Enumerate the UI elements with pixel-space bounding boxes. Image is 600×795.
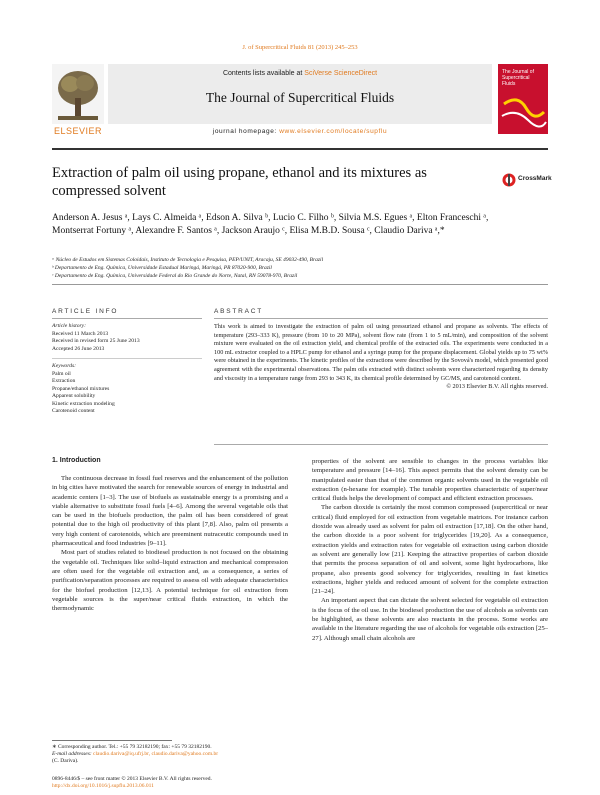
author-list: Anderson A. Jesus ᵃ, Lays C. Almeida ᵃ, Edson A. Silva ᵇ, Lucio C. Filho ᵇ, Silvia M.S. Egues ᵃ, Elton Franceschi ᵃ, Montserrat Fortuny ᵃ, Alexandre F. Santos ᵃ, Jackson Araujo ᶜ, Elisa M.B.D. Sousa ᶜ, Claudio Dariva ᵃ,* (52, 213, 489, 236)
keywords-rule (52, 358, 202, 359)
elsevier-wordmark: ELSEVIER (54, 126, 103, 136)
affiliation-c: ᶜ Departamento de Eng. Química, Universidade Federal do Rio Grande do Norte, Natal, RN 59078-970, Brazil (52, 273, 298, 279)
abstract-text: This work is aimed to investigate the extraction of palm oil using pressurized ethanol and propane as solvents. The effects of temperature (293–333 K), pressure (from 10 to 20 MPa), solvent flow rate (from 1 to 5 mL/min), and composition of the solvent mixture were evaluated on the oil extraction yield, and chemical profile of the extracted oils. The experiments were conducted in a 100 mL extractor coupled to a HPLC pump for ethanol and a syringe pump for the propane displacement. Global yields up to 75 wt% were obtained in the experiments. The kinetic profiles of the extractions were described by the Sovová's model, which presented good agreement with the experimental observations. The palm oils extracted with distinct solvents were characterized regarding its density and viscosity in a temperature range from 293 to 343 K, its chemical profile determined by GC/MS, and carotenoid content. (214, 323, 548, 382)
journal-homepage: journal homepage: www.elsevier.com/locate/supflu (212, 128, 388, 135)
history-label: Article history: (52, 323, 87, 329)
paragraph: The carbon dioxide is certainly the most common compressed (supercritical or near critical) fluid employed for oil extraction from vegetable matrices. For instance carbon dioxide was already used as solvent for palm oil extraction [17,18]. On the other hand, the carbon dioxide is a poor solvent for triglycerides [19,20]. As a consequence, extraction yields and extraction rates for vegetable oil extraction using carbon dioxide as solvent are generally low [21]. Keeping the attractive properties of carbon dioxide that permits the process separation of oil and solvent, some light hydrocarbons, like propane, also presents good solvency for triglycerides, resulting in fast kinetics extractions, higher yields and reduced amount of solvent for the complete extraction [21–24]. (312, 504, 548, 596)
article-title: Extraction of palm oil using propane, ethanol and its mixtures as compressed solvent (52, 165, 427, 199)
affiliation-b: ᵇ Departamento de Eng. Química, Universidade Estadual Maringá, Maringá, PR 87020-900, Brazil (52, 265, 272, 271)
affiliation-rule (52, 284, 548, 285)
journal-masthead (52, 64, 548, 146)
keyword-item: Apparent solubility (52, 393, 96, 399)
body-column-right (312, 457, 548, 643)
info-rule (52, 318, 202, 319)
contents-line: Contents lists available at SciVerse ScienceDirect (222, 70, 378, 77)
email-label: E-mail addresses: (52, 751, 92, 758)
email-links[interactable]: claudio.dariva@iq.ufrj.br, claudio.dariva@yahoo.com.br (93, 751, 219, 758)
affiliations (52, 256, 548, 280)
journal-title: The Journal of Supercritical Fluids (205, 90, 395, 105)
sciencedirect-link[interactable]: SciVerse ScienceDirect (304, 70, 378, 77)
corresponding-author-footnote (52, 744, 292, 766)
corresponding-line: ∗ Corresponding author. Tel.: +55 79 32182190; fax: +55 79 32182190. (52, 744, 212, 750)
keyword-item: Palm oil (52, 370, 71, 377)
cover-title: The Journal of Supercritical Fluids (502, 69, 534, 87)
paragraph: The continuous decrease in fossil fuel reserves and the enhancement of the pollution in big cities have motivated the search for renewable sources of energy in industrial and academic centers [1–3]. The use of biofuels as sustainable energy is a promising and a viable alternative to substitute fossil fuels [4–6]. Among the several vegetable oils that can be used in the biofuels production, the palm oil has been considered of great potential due to the high oil productivity of this plant [7,8]. Also, palm oil presents a very high content of carotenoids, which are preeminent nutraceutic compounds used in pharmaceutical and food industries [9–11]. (52, 475, 288, 548)
abstract-bottom-rule (214, 444, 548, 445)
crossmark-badge[interactable] (502, 172, 550, 188)
doi-link[interactable]: http://dx.doi.org/10.1016/j.supflu.2013.06.011 (52, 783, 154, 790)
keyword-item: Carotenoid content (52, 408, 95, 414)
issn-line: 0896-8446/$ – see front matter © 2013 Elsevier B.V. All rights reserved. (52, 776, 212, 782)
keyword-item: Kinetic extraction modeling (52, 400, 115, 407)
body-column-left (52, 474, 288, 613)
journal-cover-thumbnail (498, 64, 548, 134)
article-info-heading: ARTICLE INFO (52, 308, 119, 315)
paragraph: Most part of studies related to biodiesel production is not focused on the obtaining the vegetable oil. Techniques like solid–liquid extraction and mechanical compression are often used for the vegetable oil extraction and, as a consequence, a series of purification/separation processes are required to assess oil with adequate characteristics for the biofuel production [12,13]. A potential technique for oil extraction from vegetable sources is the super/near critical fluids extraction, in which the thermodynamic (52, 549, 288, 613)
section-heading-introduction: 1. Introduction (52, 457, 101, 464)
footnote-rule (52, 740, 172, 741)
abstract-copyright: © 2013 Elsevier B.V. All rights reserved. (446, 383, 548, 391)
paragraph: An important aspect that can dictate the solvent selected for vegetable oil extraction is the focus of the oil use. In the biodiesel production the use of alcohols as solvents can be highlighted, as these solvents are also reactants in the process. Some works are available in the literature regarding the use of alcohols for vegetable oils extraction [25–27]. Although small chain alcohols are (312, 597, 549, 642)
issn-block (52, 776, 292, 790)
crossmark-icon (502, 173, 516, 187)
history-received: Received 11 March 2013 (52, 330, 109, 337)
header-rule (52, 148, 548, 150)
abstract-heading: ABSTRACT (214, 308, 264, 315)
history-revised: Received in revised form 25 June 2013 (52, 338, 140, 344)
affiliation-a: ᵃ Núcleo de Estudos em Sistemas Coloidais, Instituto de Tecnologia e Pesquisa, PEP/UNIT, Aracaju, SE 49032-490, Brazil (52, 257, 324, 263)
history-accepted: Accepted 26 June 2013 (52, 345, 105, 352)
cover-art-icon (498, 64, 548, 134)
author-name: (C. Dariva). (52, 758, 79, 765)
article-info (52, 323, 202, 416)
homepage-link[interactable]: www.elsevier.com/locate/supflu (279, 128, 388, 135)
masthead-banner (108, 64, 492, 124)
email-line (52, 751, 292, 758)
journal-citation: J. of Supercritical Fluids 81 (2013) 245–253 (242, 44, 358, 51)
keywords-label: Keywords: (52, 363, 77, 369)
crossmark-label: CrossMark (518, 175, 552, 182)
keyword-item: Extraction (52, 378, 76, 384)
elsevier-tree-logo (52, 64, 104, 126)
abstract-body (214, 323, 548, 392)
abstract-rule (214, 318, 548, 319)
keyword-item: Propane/ethanol mixtures (52, 385, 110, 392)
paragraph: properties of the solvent are sensible to changes in the process variables like temperature and pressure [14–16]. This aspect permits that the solvent density can be manipulated easier than that of the common organic solvents used in the vegetable oil extraction (n-hexane for example). The tunable properties characteristic of super/near critical fluids helps the development of compact and efficient extraction processes. (312, 458, 548, 503)
